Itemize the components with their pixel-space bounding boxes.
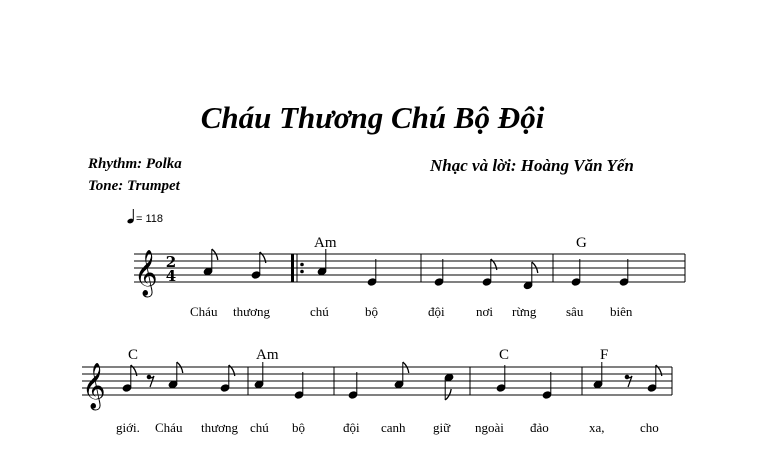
tone-label: Tone: Trumpet <box>88 178 180 194</box>
note-quarter <box>542 372 552 399</box>
staff-system-2 <box>82 367 672 395</box>
note-eighth <box>203 249 218 276</box>
chord-symbol: Am <box>256 347 279 363</box>
note-quarter <box>367 259 377 286</box>
lyric-syllable: Cháu <box>155 420 183 435</box>
tempo-marking: = 118 <box>136 213 164 225</box>
note-eighth <box>523 262 538 290</box>
lyric-syllable: nơi <box>476 304 493 319</box>
lyric-syllable: Cháu <box>190 304 218 319</box>
song-title: Cháu Thương Chú Bộ Đội <box>200 100 545 135</box>
lyric-syllable: chú <box>310 304 329 319</box>
composer-credit: Nhạc và lời: Hoàng Văn Yến <box>430 156 634 175</box>
lyric-syllable: giữ <box>433 420 451 435</box>
lyric-syllable: xa, <box>589 420 605 435</box>
lyric-syllable: đội <box>428 304 445 319</box>
lyric-syllable: chú <box>250 420 269 435</box>
lyric-syllable: đội <box>343 420 360 435</box>
note-quarter <box>619 259 629 286</box>
lyric-syllable: biên <box>610 304 633 319</box>
note-quarter <box>434 259 444 286</box>
svg-text:𝄞: 𝄞 <box>134 250 158 296</box>
note-quarter <box>571 259 581 286</box>
lyric-syllable: giới. <box>116 420 140 435</box>
lyric-syllable: thương <box>201 420 239 435</box>
note-quarter <box>348 372 358 399</box>
lyric-syllable: sâu <box>566 304 584 319</box>
note-quarter <box>593 362 603 389</box>
treble-clef-icon <box>134 250 158 298</box>
staff-system-1 <box>134 254 685 282</box>
treble-clef-icon <box>82 363 106 411</box>
svg-text:𝄞: 𝄞 <box>82 363 106 409</box>
lyric-syllable: đảo <box>530 420 549 435</box>
chord-symbol: C <box>128 347 139 363</box>
lyric-syllable: cho <box>640 420 659 435</box>
chord-symbol: C <box>499 347 510 363</box>
chord-symbol: G <box>576 235 587 251</box>
rhythm-label: Rhythm: Polka <box>88 156 182 172</box>
notes-staff-1 <box>203 249 629 290</box>
note-quarter <box>496 365 506 392</box>
time-signature <box>166 253 176 285</box>
note-eighth <box>444 373 454 400</box>
quarter-note-icon <box>127 209 135 224</box>
note-quarter <box>294 372 304 399</box>
chord-symbol: Am <box>314 235 337 251</box>
time-signature-top: 2 <box>165 253 177 271</box>
lyric-syllable: canh <box>381 420 406 435</box>
lyric-syllable: ngoài <box>475 420 504 435</box>
note-quarter <box>254 362 264 389</box>
lyric-syllable: bộ <box>292 420 305 435</box>
lyric-syllable: thương <box>233 304 271 319</box>
time-signature-bottom: 4 <box>165 267 177 285</box>
note-eighth <box>394 362 409 389</box>
chord-symbol: F <box>600 347 609 363</box>
note-quarter <box>317 249 327 276</box>
lyric-syllable: rừng <box>512 304 537 319</box>
lyric-syllable: bộ <box>365 304 378 319</box>
note-eighth <box>168 362 183 389</box>
